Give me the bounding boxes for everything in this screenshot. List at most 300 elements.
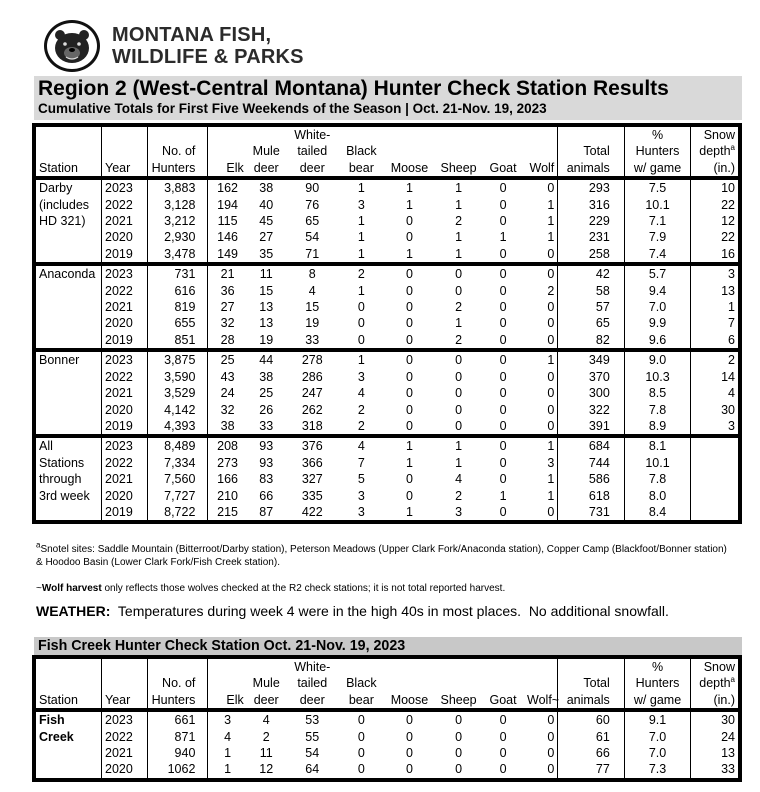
station-cell: 3rd week — [34, 488, 102, 504]
table-row — [34, 178, 740, 196]
pct-cell: 7.1 — [624, 213, 691, 229]
sheep-cell: 1 — [455, 230, 463, 245]
table-row — [34, 315, 740, 331]
wt-cell: 71 — [286, 246, 339, 264]
hunters-cell: 661 — [148, 710, 208, 728]
moose-cell: 0 — [384, 332, 435, 350]
pct-cell: 7.8 — [624, 402, 691, 418]
goat-cell: 0 — [499, 439, 507, 454]
sheep-cell: 0 — [455, 353, 463, 368]
bear-cell: 1 — [357, 283, 365, 298]
wolf-cell: 0 — [524, 332, 558, 350]
year-cell: 2021 — [102, 213, 148, 229]
mule-cell: 87 — [259, 504, 274, 519]
mule-cell: 4 — [262, 713, 270, 728]
table-row — [34, 246, 740, 264]
station-cell — [34, 229, 102, 245]
fc-col-wt-line1: White- — [294, 660, 331, 674]
bear-cell: 0 — [357, 713, 365, 728]
goat-cell: 0 — [499, 353, 507, 368]
fc-col-snow-line2: depth$^a$ — [699, 675, 735, 691]
col-sheep: Sheep — [435, 160, 482, 178]
col-elk: Elk — [208, 160, 247, 178]
total-cell: 618 — [558, 488, 625, 504]
bear-cell: 5 — [357, 472, 365, 487]
total-cell: 370 — [558, 369, 625, 385]
year-cell: 2022 — [102, 197, 148, 213]
snow-cell — [691, 488, 740, 504]
page-subtitle: Cumulative Totals for First Five Weekends of the Season | Oct. 21-Nov. 19, 2023 — [38, 101, 547, 116]
snow-cell: 10 — [721, 181, 735, 196]
station-cell: through — [34, 471, 102, 487]
fc-col-pct-line2: Hunters — [624, 675, 691, 691]
moose-cell: 0 — [405, 472, 413, 487]
bear-cell: 0 — [357, 729, 365, 744]
wt-cell: 318 — [286, 418, 339, 436]
col-moose: Moose — [384, 160, 435, 178]
elk-cell: 162 — [217, 181, 239, 196]
snow-cell: 30 — [721, 402, 735, 417]
goat-cell: 0 — [499, 283, 507, 298]
moose-cell: 0 — [405, 746, 413, 761]
bear-cell: 3 — [357, 197, 365, 212]
snow-cell: 14 — [721, 369, 735, 384]
hunters-cell: 3,590 — [148, 369, 208, 385]
bear-cell: 0 — [357, 316, 365, 331]
snow-cell: 2 — [728, 353, 735, 368]
mule-cell: 11 — [259, 746, 273, 761]
col-pct-line3: w/ game — [624, 160, 691, 178]
sheep-cell: 2 — [455, 214, 463, 229]
year-cell: 2020 — [102, 229, 148, 245]
bear-cell: 3 — [357, 369, 365, 384]
sheep-cell: 0 — [455, 267, 463, 282]
elk-cell: 3 — [224, 713, 232, 728]
bear-cell: 1 — [357, 181, 365, 196]
pct-cell: 10.1 — [624, 197, 691, 213]
station-cell: HD 321) — [34, 213, 102, 229]
station-cell: Anaconda — [34, 264, 102, 282]
snow-cell: 12 — [721, 214, 735, 229]
moose-cell: 1 — [405, 504, 413, 519]
station-cell — [34, 283, 102, 299]
weather-text: Temperatures during week 4 were in the high 40s in most places. No additional snowfall. — [110, 603, 669, 619]
sheep-cell: 1 — [455, 181, 463, 196]
goat-cell: 0 — [499, 267, 507, 282]
total-cell: 744 — [558, 455, 625, 471]
station-cell: All — [34, 436, 102, 454]
elk-cell: 146 — [217, 230, 239, 245]
sheep-cell: 0 — [455, 729, 463, 744]
fc-col-bear-line2: bear — [339, 692, 384, 710]
wolf-cell: 0 — [524, 315, 558, 331]
wolf-cell: 0 — [524, 402, 558, 418]
hunters-cell: 851 — [148, 332, 208, 350]
total-cell: 42 — [558, 264, 625, 282]
year-cell: 2023 — [102, 350, 148, 368]
logo-line-1: MONTANA FISH, — [112, 24, 272, 46]
grizzly-bear-icon — [44, 20, 100, 72]
mule-cell: 33 — [247, 418, 286, 436]
moose-cell: 0 — [384, 418, 435, 436]
year-cell: 2019 — [102, 504, 148, 522]
wt-cell: 64 — [305, 762, 320, 777]
sheep-cell: 0 — [455, 746, 463, 761]
elk-cell: 27 — [220, 300, 235, 315]
total-cell: 684 — [558, 436, 625, 454]
wolf-cell: 1 — [524, 350, 558, 368]
wt-cell: 335 — [301, 488, 323, 503]
hunters-cell: 2,930 — [148, 229, 208, 245]
bear-cell: 1 — [357, 214, 365, 229]
goat-cell: 0 — [482, 418, 524, 436]
total-cell: 231 — [558, 229, 625, 245]
fc-col-hunters-line1: No. of — [148, 675, 208, 691]
elk-cell: 208 — [217, 439, 239, 454]
table-row — [34, 729, 740, 745]
pct-cell: 8.9 — [624, 418, 691, 436]
snow-cell: 1 — [728, 300, 735, 315]
wt-cell: 8 — [308, 267, 316, 282]
col-wt-line2: tailed — [297, 144, 328, 159]
col-wt-line3: deer — [286, 160, 339, 178]
station-cell — [34, 402, 102, 418]
elk-cell: 215 — [217, 504, 239, 519]
elk-cell: 149 — [208, 246, 247, 264]
wolf-cell: 3 — [524, 455, 558, 471]
total-cell: 77 — [558, 761, 625, 779]
moose-cell: 1 — [405, 181, 413, 196]
station-cell — [34, 761, 102, 779]
sheep-cell: 1 — [455, 197, 463, 212]
table-row — [34, 229, 740, 245]
bear-cell: 4 — [357, 386, 365, 401]
total-cell: 61 — [558, 729, 625, 745]
col-wt-line1: White- — [294, 128, 331, 142]
station-cell: Darby — [34, 178, 102, 196]
station-cell: Fish — [34, 710, 102, 728]
wt-cell: 54 — [305, 746, 320, 761]
wt-cell: 90 — [305, 181, 320, 196]
year-cell: 2023 — [102, 436, 148, 454]
col-station: Station — [34, 160, 102, 178]
moose-cell: 0 — [405, 713, 413, 728]
col-hunters-line2: Hunters — [148, 160, 208, 178]
pct-cell: 7.0 — [624, 299, 691, 315]
total-cell: 322 — [558, 402, 625, 418]
table-row — [34, 350, 740, 368]
mule-cell: 93 — [259, 439, 274, 454]
wolf-cell: 1 — [524, 213, 558, 229]
wt-cell: 33 — [286, 332, 339, 350]
sheep-cell: 0 — [455, 402, 463, 417]
moose-cell: 1 — [405, 439, 413, 454]
total-cell: 731 — [558, 504, 625, 522]
station-cell — [34, 745, 102, 761]
col-mule-line1: Mule — [252, 144, 280, 159]
sheep-cell: 0 — [455, 369, 463, 384]
fc-col-mule-line1: Mule — [252, 676, 280, 691]
hunters-cell: 7,727 — [148, 488, 208, 504]
mule-cell: 2 — [262, 729, 270, 744]
goat-cell: 0 — [499, 316, 507, 331]
wt-cell: 327 — [301, 472, 323, 487]
wolf-cell: 0 — [524, 369, 558, 385]
elk-cell: 36 — [220, 283, 235, 298]
mule-cell: 27 — [259, 230, 274, 245]
table-row — [34, 283, 740, 299]
snow-cell: 7 — [728, 316, 735, 331]
fish-creek-table — [32, 655, 742, 782]
table-row — [34, 455, 740, 471]
goat-cell: 0 — [499, 386, 507, 401]
bear-cell: 0 — [339, 332, 384, 350]
total-cell: 58 — [558, 283, 625, 299]
bear-cell: 2 — [357, 267, 365, 282]
elk-cell: 194 — [217, 197, 239, 212]
goat-cell: 0 — [499, 197, 507, 212]
col-snow-line2: depth$^a$ — [699, 143, 735, 159]
goat-cell: 1 — [499, 488, 507, 503]
year-cell: 2022 — [102, 455, 148, 471]
snotel-footnote: $^a$Snotel sites: Saddle Mountain (Bitterroot/Darby station), Peterson Meadows (Upper Clark Fork/Anaconda station), Copper Camp (Blackfoot/Bonner station) & Hoodoo Basin (Lower Clark Fork/Fish Creek station). — [36, 540, 727, 568]
mule-cell: 25 — [259, 386, 274, 401]
total-cell: 349 — [558, 350, 625, 368]
elk-cell: 24 — [220, 386, 235, 401]
wt-cell: 247 — [301, 386, 323, 401]
wolf-cell: 0 — [524, 761, 558, 779]
hunters-cell: 1062 — [148, 761, 208, 779]
year-cell: 2020 — [102, 315, 148, 331]
table-row — [34, 299, 740, 315]
wt-cell: 422 — [301, 504, 323, 519]
wolf-cell: 1 — [524, 229, 558, 245]
snow-cell — [691, 471, 740, 487]
goat-cell: 0 — [499, 746, 507, 761]
wt-cell: 262 — [301, 402, 323, 417]
elk-cell: 21 — [220, 267, 235, 282]
elk-cell: 166 — [217, 472, 239, 487]
sheep-cell: 0 — [455, 762, 463, 777]
col-pct-line2: Hunters — [624, 143, 691, 159]
total-cell: 229 — [558, 213, 625, 229]
hunters-cell: 616 — [148, 283, 208, 299]
elk-cell: 28 — [208, 332, 247, 350]
snow-cell: 6 — [691, 332, 740, 350]
fc-col-wolf: Wolf~ — [524, 692, 558, 710]
mule-cell: 26 — [259, 402, 274, 417]
fish-creek-banner — [34, 637, 742, 655]
weather-label: WEATHER: — [36, 603, 111, 619]
wolf-cell: 0 — [524, 729, 558, 745]
snow-cell: 4 — [728, 386, 735, 401]
wolf-cell: 1 — [524, 197, 558, 213]
wt-cell: 19 — [305, 316, 320, 331]
goat-cell: 0 — [499, 402, 507, 417]
bear-cell: 1 — [339, 246, 384, 264]
hunters-cell: 871 — [148, 729, 208, 745]
table-row — [34, 213, 740, 229]
wt-cell: 76 — [305, 197, 320, 212]
fc-col-elk: Elk — [208, 692, 247, 710]
fc-col-total-line1: Total — [558, 675, 625, 691]
fc-col-hunters-line2: Hunters — [148, 692, 208, 710]
wolf-cell: 2 — [524, 283, 558, 299]
moose-cell: 0 — [405, 283, 413, 298]
wt-cell: 278 — [301, 353, 323, 368]
year-cell: 2021 — [102, 299, 148, 315]
pct-cell: 9.9 — [624, 315, 691, 331]
wt-cell: 4 — [308, 283, 316, 298]
pct-cell: 10.1 — [624, 455, 691, 471]
pct-cell: 7.0 — [624, 729, 691, 745]
weather-note — [36, 603, 669, 620]
snow-cell: 33 — [721, 762, 735, 777]
mule-cell: 13 — [259, 316, 274, 331]
table-row — [34, 488, 740, 504]
station-cell — [34, 315, 102, 331]
goat-cell: 0 — [482, 332, 524, 350]
bear-cell: 2 — [357, 402, 365, 417]
table-row — [34, 745, 740, 761]
mule-cell: 83 — [259, 472, 274, 487]
station-cell — [34, 504, 102, 522]
fc-col-wt-line2: tailed — [297, 676, 328, 691]
moose-cell: 0 — [405, 267, 413, 282]
snow-cell — [691, 455, 740, 471]
col-hunters-line1: No. of — [148, 143, 208, 159]
wolf-cell: 1 — [524, 488, 558, 504]
elk-cell: 115 — [217, 214, 238, 229]
mule-cell: 38 — [259, 369, 274, 384]
goat-cell: 0 — [499, 369, 507, 384]
sheep-cell: 0 — [455, 713, 463, 728]
wolf-cell: 0 — [524, 745, 558, 761]
bear-cell: 0 — [357, 300, 365, 315]
pct-cell: 7.8 — [624, 471, 691, 487]
wolf-cell: 0 — [524, 264, 558, 282]
table-row — [34, 436, 740, 454]
wolf-cell: 0 — [524, 385, 558, 401]
station-cell — [34, 369, 102, 385]
fc-col-snow-line1: Snow — [703, 660, 735, 674]
wt-cell: 286 — [301, 369, 323, 384]
pct-cell: 7.4 — [624, 246, 691, 264]
year-cell: 2023 — [102, 178, 148, 196]
year-cell: 2019 — [102, 246, 148, 264]
moose-cell: 0 — [405, 488, 413, 503]
hunters-cell: 3,883 — [148, 178, 208, 196]
total-cell: 60 — [558, 710, 625, 728]
goat-cell: 0 — [499, 455, 507, 470]
mule-cell: 19 — [247, 332, 286, 350]
wolf-cell: 0 — [524, 246, 558, 264]
bear-cell: 3 — [357, 488, 365, 503]
col-mule-line2: deer — [247, 160, 286, 178]
hunters-cell: 8,489 — [148, 436, 208, 454]
fc-col-snow-line3: (in.) — [691, 692, 740, 710]
year-cell: 2022 — [102, 729, 148, 745]
pct-cell: 7.3 — [624, 761, 691, 779]
wt-cell: 376 — [301, 439, 323, 454]
mule-cell: 38 — [259, 181, 274, 196]
total-cell: 258 — [558, 246, 625, 264]
elk-cell: 43 — [220, 369, 235, 384]
year-cell: 2020 — [102, 761, 148, 779]
goat-cell: 0 — [499, 181, 507, 196]
bear-cell: 1 — [357, 230, 365, 245]
pct-cell: 8.4 — [624, 504, 691, 522]
col-bear-line1: Black — [346, 144, 377, 159]
fc-col-wt-line3: deer — [286, 692, 339, 710]
wolf-cell: 1 — [524, 436, 558, 454]
station-cell — [34, 246, 102, 264]
hunters-cell: 819 — [148, 299, 208, 315]
elk-cell: 25 — [220, 353, 235, 368]
fc-col-pct-line3: w/ game — [624, 692, 691, 710]
page-title: Region 2 (West-Central Montana) Hunter Check Station Results — [38, 77, 669, 100]
total-cell: 316 — [558, 197, 625, 213]
moose-cell: 0 — [405, 762, 413, 777]
fc-col-year: Year — [102, 692, 148, 710]
moose-cell: 0 — [405, 214, 413, 229]
wt-cell: 55 — [305, 729, 320, 744]
moose-cell: 1 — [405, 455, 413, 470]
pct-cell: 7.5 — [624, 178, 691, 196]
bear-cell: 3 — [357, 504, 365, 519]
sheep-cell: 4 — [455, 472, 463, 487]
col-snow-line1: Snow — [703, 128, 735, 142]
year-cell: 2019 — [102, 332, 148, 350]
moose-cell: 0 — [405, 369, 413, 384]
goat-cell: 0 — [499, 504, 507, 519]
goat-cell: 1 — [499, 230, 507, 245]
moose-cell: 1 — [384, 246, 435, 264]
pct-cell: 8.5 — [624, 385, 691, 401]
station-cell: (includes — [34, 197, 102, 213]
pct-cell: 9.1 — [624, 710, 691, 728]
hunters-cell: 3,212 — [148, 213, 208, 229]
main-results-table — [32, 123, 742, 524]
col-year: Year — [102, 160, 148, 178]
wt-cell: 366 — [301, 455, 323, 470]
wt-cell: 53 — [305, 713, 320, 728]
station-cell — [34, 332, 102, 350]
snow-cell: 13 — [721, 746, 735, 761]
pct-cell: 5.7 — [624, 264, 691, 282]
pct-cell: 7.0 — [624, 745, 691, 761]
total-cell: 82 — [558, 332, 625, 350]
moose-cell: 0 — [405, 230, 413, 245]
snow-cell: 22 — [721, 197, 735, 212]
sheep-cell: 2 — [455, 300, 463, 315]
goat-cell: 0 — [499, 713, 507, 728]
station-cell — [34, 299, 102, 315]
mule-cell: 44 — [259, 353, 274, 368]
wolf-cell: 0 — [524, 178, 558, 196]
title-banner — [34, 76, 742, 120]
col-total-line2: animals — [558, 160, 625, 178]
table-row — [34, 504, 740, 522]
hunters-cell: 3,529 — [148, 385, 208, 401]
sheep-cell: 2 — [455, 488, 463, 503]
bear-cell: 7 — [357, 455, 365, 470]
bear-cell: 2 — [339, 418, 384, 436]
wolf-cell: 1 — [524, 471, 558, 487]
sheep-cell: 0 — [455, 386, 463, 401]
hunters-cell: 7,334 — [148, 455, 208, 471]
goat-cell: 0 — [499, 762, 507, 777]
